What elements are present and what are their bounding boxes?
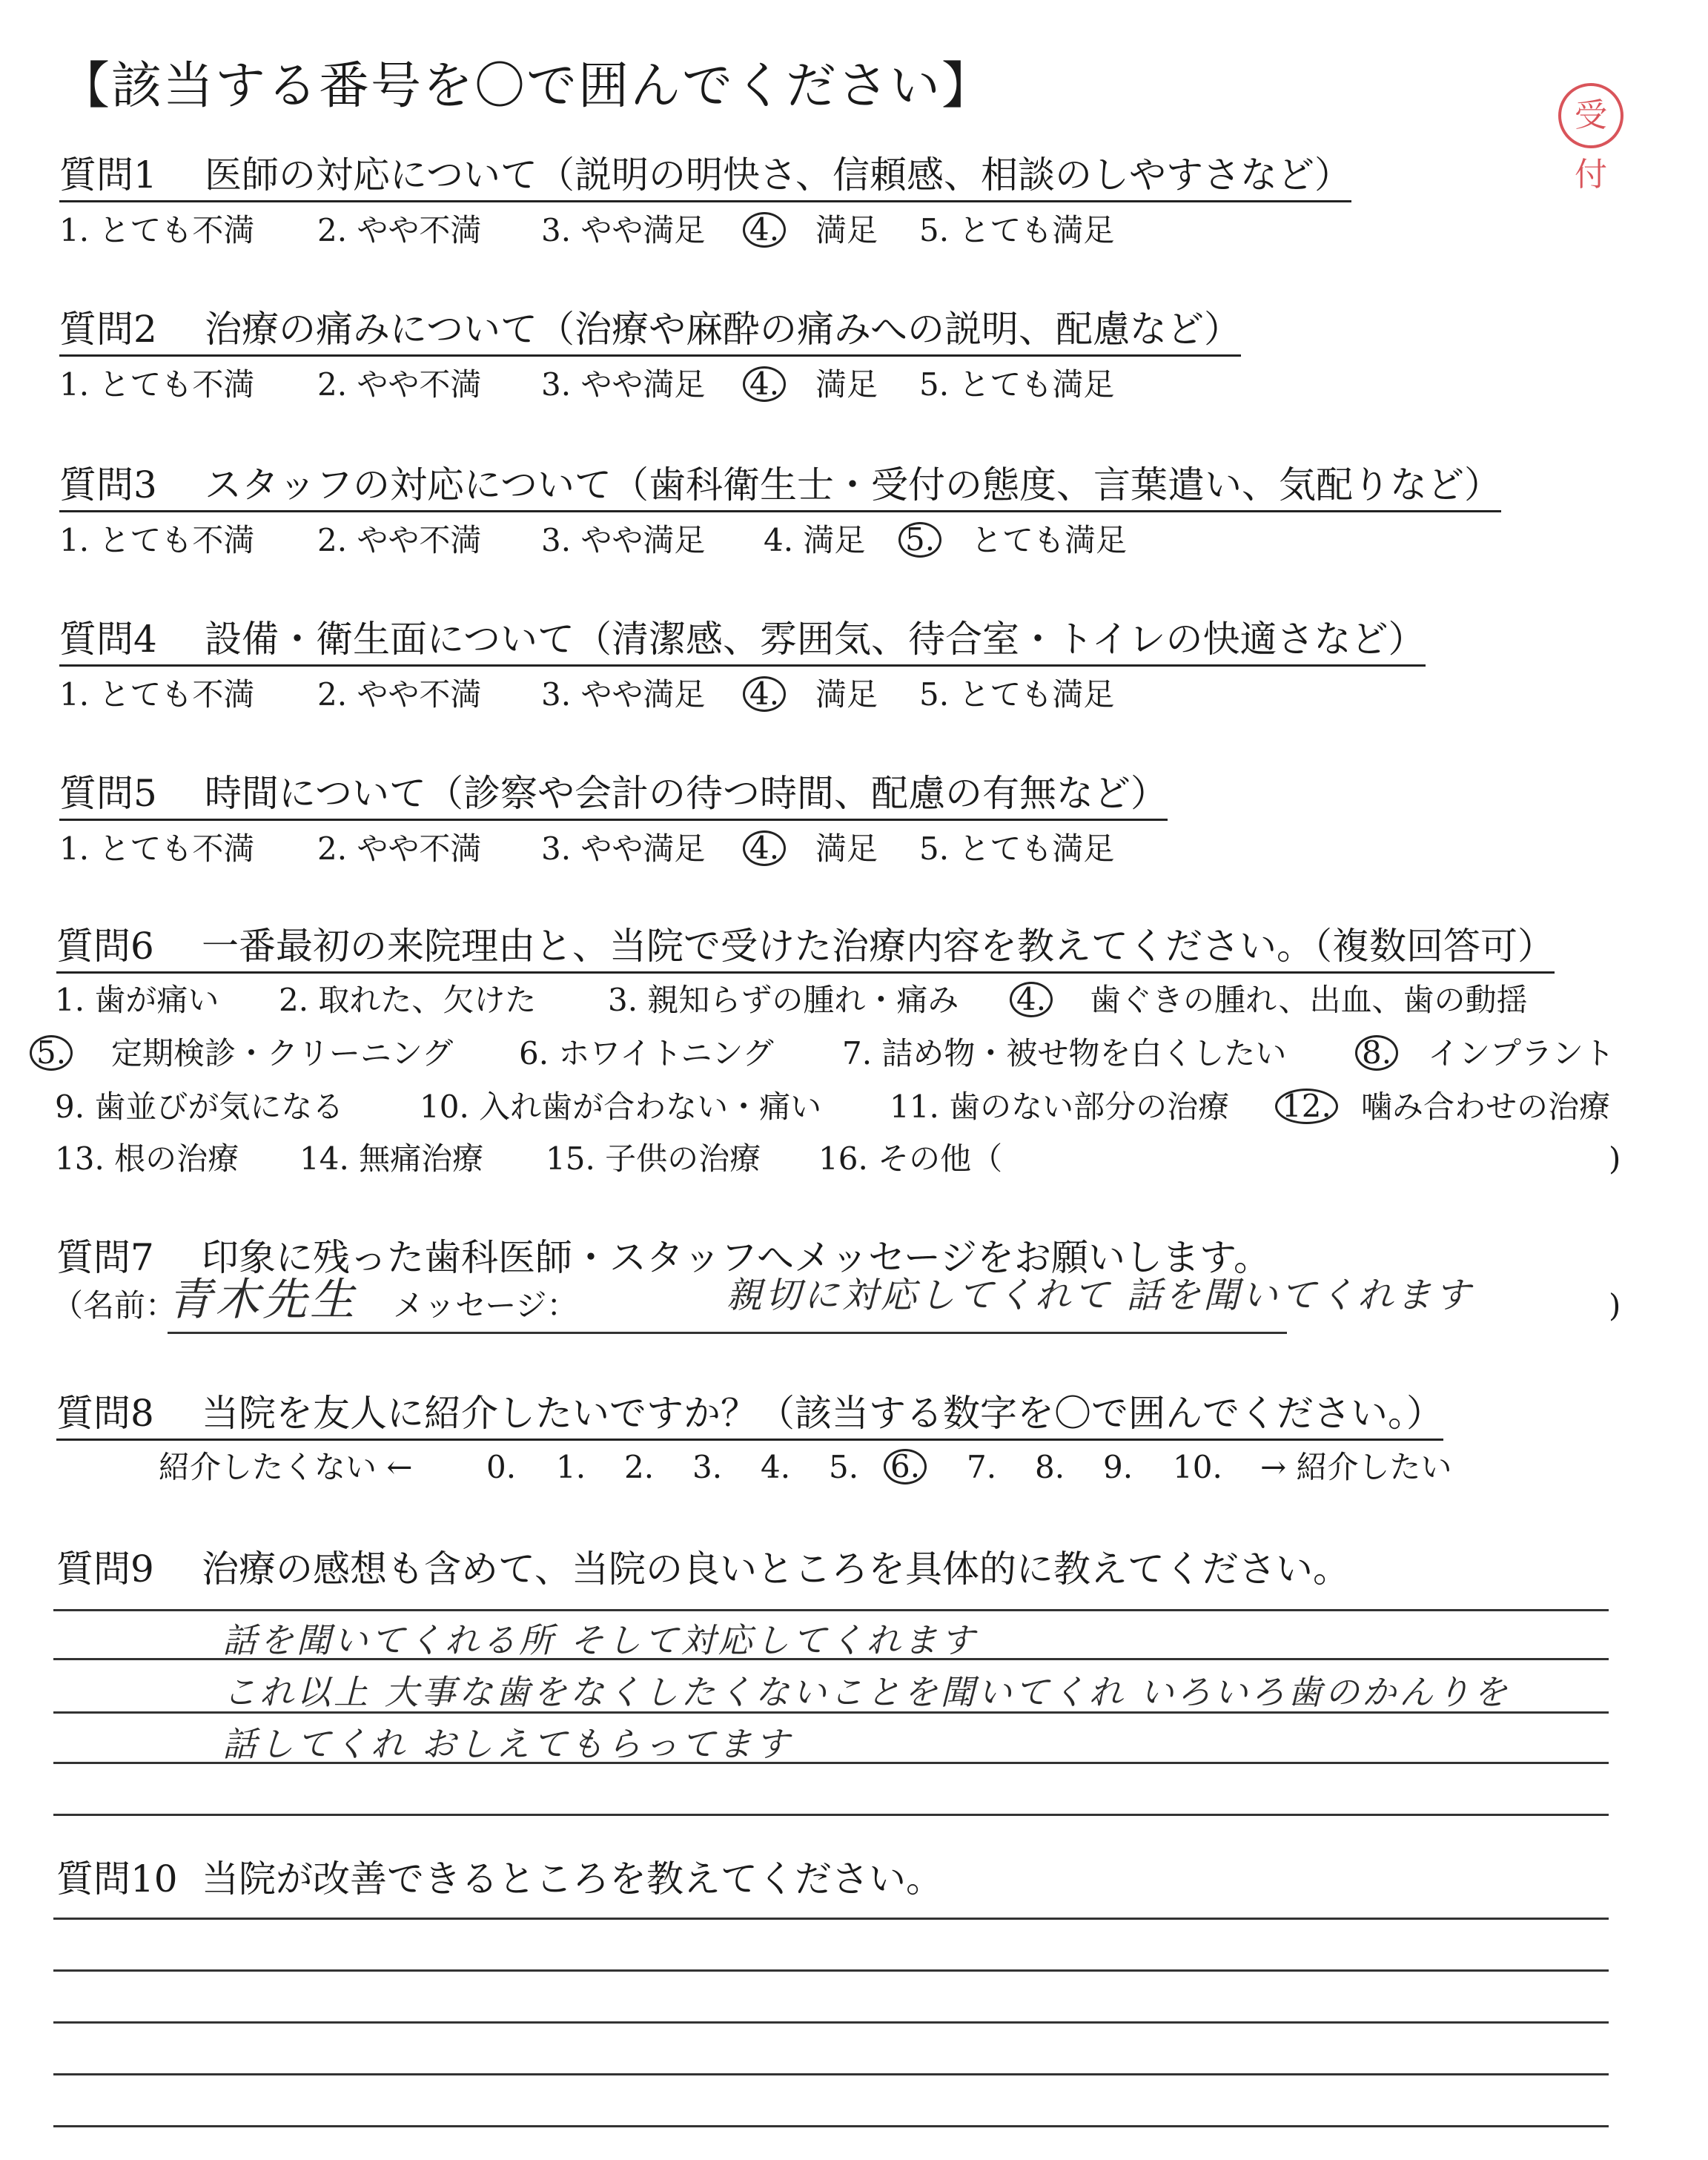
answer-line: [53, 1969, 1609, 1972]
answer-line: [53, 2125, 1609, 2127]
scale-8[interactable]: 8.: [1035, 1449, 1065, 1485]
question-5-heading: [59, 771, 1168, 821]
question-text: 設備・衛生面について（清潔感、雰囲気、待合室・トイレの快適さなど）: [205, 618, 1426, 661]
question-number: 質問3: [59, 463, 157, 506]
question-text: 時間について（診察や会計の待つ時間、配慮の有無など）: [205, 772, 1168, 815]
other-close-paren: ): [1609, 1140, 1621, 1177]
option-3[interactable]: 3. やや満足: [541, 830, 706, 867]
option-4-circled[interactable]: 4.: [743, 830, 786, 866]
question-text: 当院が改善できるところを教えてください。: [202, 1857, 943, 1900]
option-5-label: とても満足: [971, 522, 1128, 558]
option-1[interactable]: 1. とても不満: [59, 830, 255, 867]
option-5[interactable]: 5. とても満足: [919, 212, 1115, 248]
question-7-underline: [168, 1332, 1287, 1334]
scale-10[interactable]: 10.: [1173, 1449, 1222, 1485]
question-8-heading: [56, 1391, 1443, 1441]
option-5-circled[interactable]: 5.: [30, 1035, 73, 1071]
option-4-circled[interactable]: 4.: [743, 212, 786, 248]
answer-line: [53, 2021, 1609, 2024]
option-1[interactable]: 1. とても不満: [59, 366, 255, 403]
option-2[interactable]: 2. やや不満: [317, 830, 482, 867]
scale-0[interactable]: 0.: [486, 1449, 517, 1485]
question-number: 質問10: [56, 1857, 178, 1900]
question-number: 質問4: [59, 618, 157, 661]
option-3[interactable]: 3. やや満足: [541, 212, 706, 248]
question-4-heading: [59, 617, 1426, 667]
message-label: メッセージ：: [393, 1287, 578, 1324]
name-label: （名前：: [52, 1287, 177, 1324]
scale-2[interactable]: 2.: [624, 1449, 655, 1485]
question-text: 当院を友人に紹介したいですか？（該当する数字を〇で囲んでください。）: [202, 1392, 1443, 1435]
question-1-heading: [59, 153, 1351, 202]
option-5-label: 定期検診・クリーニング: [111, 1035, 454, 1071]
option-4-label: 歯ぐきの腫れ、出血、歯の動揺: [1090, 982, 1528, 1018]
question-9-heading: [56, 1547, 1350, 1594]
option-2[interactable]: 2. やや不満: [317, 366, 482, 403]
option-1[interactable]: 1. とても不満: [59, 676, 255, 713]
option-3[interactable]: 3. 親知らずの腫れ・痛み: [608, 982, 959, 1018]
question-number: 質問6: [56, 925, 154, 968]
option-5[interactable]: 5. とても満足: [919, 830, 1115, 867]
option-1[interactable]: 1. とても不満: [59, 522, 255, 558]
question-text: 印象に残った歯科医師・スタッフへメッセージをお願いします。: [202, 1236, 1271, 1279]
question-3-heading: [59, 463, 1501, 512]
name-field[interactable]: 青木先生: [168, 1274, 357, 1326]
question-text: 医師の対応について（説明の明快さ、信頼感、相談のしやすさなど）: [205, 153, 1351, 196]
option-6[interactable]: 6. ホワイトニング: [519, 1035, 774, 1071]
option-4-circled[interactable]: 4.: [743, 676, 786, 712]
scale-7[interactable]: 7.: [967, 1449, 997, 1485]
scale-3[interactable]: 3.: [692, 1449, 723, 1485]
answer-line: [53, 1918, 1609, 1920]
answer-line: [53, 1609, 1609, 1611]
question-text: 一番最初の来院理由と、当院で受けた治療内容を教えてください。（複数回答可）: [202, 925, 1555, 968]
option-4-label: 満足: [815, 676, 878, 713]
question-10-heading: [56, 1857, 943, 1904]
option-1[interactable]: 1. 歯が痛い: [55, 982, 219, 1018]
scale-9[interactable]: 9.: [1103, 1449, 1133, 1485]
question-text: 治療の感想も含めて、当院の良いところを具体的に教えてください。: [202, 1548, 1350, 1591]
question-2-heading: [59, 307, 1241, 357]
option-5-circled[interactable]: 5.: [898, 522, 941, 558]
option-11[interactable]: 11. 歯のない部分の治療: [890, 1089, 1230, 1125]
answer-handwriting-line-2[interactable]: これ以上 大事な歯をなくしたくないことを聞いてくれ いろいろ歯のかんりを: [222, 1672, 1511, 1712]
page-title: 【該当する番号を〇で囲んでください】: [59, 57, 994, 116]
message-close-paren: ): [1609, 1287, 1621, 1324]
option-4[interactable]: 4. 満足: [764, 522, 866, 558]
question-number: 質問2: [59, 308, 157, 351]
answer-handwriting-line-3[interactable]: 話してくれ おしえてもらってます: [222, 1724, 792, 1764]
option-8-circled[interactable]: 8.: [1355, 1035, 1398, 1071]
question-6-heading: [56, 924, 1555, 974]
question-number: 質問9: [56, 1548, 154, 1591]
option-1[interactable]: 1. とても不満: [59, 212, 255, 248]
option-3[interactable]: 3. やや満足: [541, 366, 706, 403]
answer-line: [53, 1814, 1609, 1816]
option-10[interactable]: 10. 入れ歯が合わない・痛い: [420, 1089, 822, 1125]
message-field[interactable]: 親切に対応してくれて 話を聞いてくれます: [726, 1275, 1474, 1316]
option-3[interactable]: 3. やや満足: [541, 676, 706, 713]
question-text: スタッフの対応について（歯科衛生士・受付の態度、言葉遣い、気配りなど）: [205, 463, 1501, 506]
answer-handwriting-line-1[interactable]: 話を聞いてくれる所 そして対応してくれます: [222, 1620, 978, 1660]
option-4-label: 満足: [815, 212, 878, 248]
scale-4[interactable]: 4.: [761, 1449, 791, 1485]
option-4-circled[interactable]: 4.: [1010, 982, 1053, 1017]
option-12-label: 噛み合わせの治療: [1361, 1089, 1611, 1125]
question-number: 質問5: [59, 772, 157, 815]
question-number: 質問7: [56, 1236, 154, 1279]
option-2[interactable]: 2. 取れた、欠けた: [279, 982, 537, 1018]
option-2[interactable]: 2. やや不満: [317, 676, 482, 713]
option-5[interactable]: 5. とても満足: [919, 676, 1115, 713]
option-8-label: インプラント: [1428, 1035, 1615, 1071]
option-4-label: 満足: [815, 366, 878, 403]
option-2[interactable]: 2. やや不満: [317, 212, 482, 248]
scale-6-circled[interactable]: 6.: [884, 1449, 927, 1484]
question-number: 質問1: [59, 153, 157, 196]
scale-5[interactable]: 5.: [829, 1449, 859, 1485]
answer-line: [53, 2073, 1609, 2075]
received-stamp: 受付: [1558, 83, 1623, 148]
option-4-label: 満足: [815, 830, 878, 867]
option-16-other[interactable]: 16. その他（: [818, 1140, 1003, 1177]
scale-right-label: → 紹介したい: [1260, 1449, 1452, 1485]
option-9[interactable]: 9. 歯並びが気になる: [55, 1089, 344, 1125]
scale-1[interactable]: 1.: [556, 1449, 586, 1485]
scale-left-label: 紹介したくない ←: [159, 1449, 413, 1485]
option-4-circled[interactable]: 4.: [743, 366, 786, 402]
option-2[interactable]: 2. やや不満: [317, 522, 482, 558]
option-5[interactable]: 5. とても満足: [919, 366, 1115, 403]
option-13[interactable]: 13. 根の治療: [55, 1140, 239, 1177]
option-7[interactable]: 7. 詰め物・被せ物を白くしたい: [842, 1035, 1287, 1071]
question-text: 治療の痛みについて（治療や麻酔の痛みへの説明、配慮など）: [205, 308, 1241, 351]
option-12-circled[interactable]: 12.: [1275, 1089, 1338, 1124]
option-3[interactable]: 3. やや満足: [541, 522, 706, 558]
question-number: 質問8: [56, 1392, 154, 1435]
option-14[interactable]: 14. 無痛治療: [299, 1140, 484, 1177]
option-15[interactable]: 15. 子供の治療: [546, 1140, 761, 1177]
